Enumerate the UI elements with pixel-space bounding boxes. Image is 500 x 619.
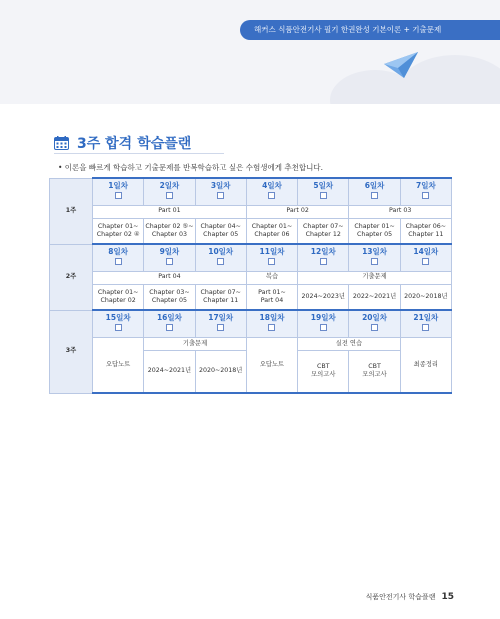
part-row — [50, 337, 452, 350]
part-cell: Part 01 — [93, 205, 247, 218]
footer-label: 식품안전기사 학습플랜 — [365, 593, 436, 601]
day-label: 18일차 — [259, 313, 285, 323]
day-checkbox[interactable] — [422, 324, 429, 331]
day-label: 15일차 — [105, 313, 131, 323]
day-checkbox[interactable] — [268, 324, 275, 331]
part-row — [50, 205, 452, 218]
day-cell — [298, 244, 349, 271]
chapter-cell: Chapter 02 ⑤~ Chapter 03 — [144, 218, 195, 244]
chapter-cell: CBT 모의고사 — [349, 350, 400, 393]
day-cell — [298, 178, 349, 205]
day-label: 14일차 — [413, 247, 439, 257]
chapter-cell: Chapter 06~ Chapter 11 — [400, 218, 451, 244]
day-checkbox[interactable] — [320, 258, 327, 265]
part-cell: 복습 — [246, 271, 297, 284]
day-checkbox[interactable] — [115, 192, 122, 199]
chapter-cell: Chapter 07~ Chapter 12 — [298, 218, 349, 244]
week-label: 1주 — [50, 178, 93, 244]
day-checkbox[interactable] — [320, 324, 327, 331]
page-title — [54, 133, 191, 153]
day-checkbox[interactable] — [371, 258, 378, 265]
day-label: 17일차 — [208, 313, 234, 323]
header-banner: 해커스 식품안전기사 필기 한권완성 기본이론 + 기출문제 — [240, 20, 500, 40]
day-checkbox[interactable] — [422, 192, 429, 199]
chapter-cell: 2020~2018년 — [195, 350, 246, 393]
day-checkbox[interactable] — [217, 192, 224, 199]
day-label: 12일차 — [310, 247, 336, 257]
title-underline — [54, 153, 224, 154]
chapter-cell: 2024~2021년 — [144, 350, 195, 393]
chapter-cell: Part 01~ Part 04 — [246, 284, 297, 310]
day-cell — [93, 244, 144, 271]
part-cell: Part 03 — [349, 205, 452, 218]
day-label: 10일차 — [208, 247, 234, 257]
day-cell — [246, 178, 297, 205]
part-cell: 기출문제 — [144, 337, 247, 350]
page-footer — [366, 592, 454, 602]
title-accent: 3주 합격 — [77, 136, 133, 152]
page-number: 15 — [441, 592, 454, 602]
day-cell — [144, 178, 195, 205]
day-row — [50, 310, 452, 337]
day-label: 11일차 — [259, 247, 285, 257]
paper-plane-icon — [384, 52, 418, 78]
day-checkbox[interactable] — [115, 324, 122, 331]
chapter-row — [50, 284, 452, 310]
part-row — [50, 271, 452, 284]
chapter-cell: 2020~2018년 — [400, 284, 451, 310]
day-label: 4일차 — [262, 181, 282, 191]
chapter-cell: 2024~2023년 — [298, 284, 349, 310]
week-label: 2주 — [50, 244, 93, 310]
day-label: 6일차 — [364, 181, 385, 191]
day-checkbox[interactable] — [166, 258, 173, 265]
title-rest: 학습플랜 — [137, 136, 192, 152]
day-cell — [246, 244, 297, 271]
day-cell — [144, 244, 195, 271]
day-checkbox[interactable] — [371, 324, 378, 331]
day-row — [50, 178, 452, 205]
day-checkbox[interactable] — [371, 192, 378, 199]
part-cell: 실전 연습 — [298, 337, 401, 350]
day-label: 7일차 — [415, 181, 436, 191]
day-label: 2일차 — [159, 181, 180, 191]
day-cell — [349, 178, 400, 205]
day-label: 16일차 — [156, 313, 182, 323]
day-cell — [195, 178, 246, 205]
day-cell — [246, 310, 297, 337]
chapter-cell: Chapter 04~ Chapter 05 — [195, 218, 246, 244]
day-label: 19일차 — [310, 313, 336, 323]
day-cell — [144, 310, 195, 337]
day-checkbox[interactable] — [422, 258, 429, 265]
day-label: 1일차 — [108, 181, 128, 191]
day-checkbox[interactable] — [268, 192, 275, 199]
chapter-cell: Chapter 01~ Chapter 02 — [93, 284, 144, 310]
day-checkbox[interactable] — [268, 258, 275, 265]
day-label: 3일차 — [210, 181, 231, 191]
day-checkbox[interactable] — [217, 258, 224, 265]
hero-banner — [0, 0, 500, 104]
day-cell — [349, 244, 400, 271]
chapter-cell: CBT 모의고사 — [298, 350, 349, 393]
review-cell: 오답노트 — [246, 337, 297, 393]
day-cell — [93, 310, 144, 337]
part-cell: Part 04 — [93, 271, 247, 284]
day-cell — [400, 178, 451, 205]
week-label: 3주 — [50, 310, 93, 393]
day-cell — [349, 310, 400, 337]
day-checkbox[interactable] — [217, 324, 224, 331]
chapter-cell: Chapter 01~ Chapter 06 — [246, 218, 297, 244]
part-cell: Part 02 — [246, 205, 349, 218]
day-cell — [195, 244, 246, 271]
review-cell: 오답노트 — [93, 337, 144, 393]
calendar-icon — [54, 136, 69, 150]
day-label: 21일차 — [413, 313, 439, 323]
day-cell — [400, 310, 451, 337]
day-row — [50, 244, 452, 271]
study-plan-table — [49, 177, 452, 394]
day-checkbox[interactable] — [115, 258, 122, 265]
day-cell — [195, 310, 246, 337]
day-checkbox[interactable] — [166, 324, 173, 331]
chapter-row — [50, 218, 452, 244]
day-label: 13일차 — [362, 247, 388, 257]
day-label: 5일차 — [313, 181, 334, 191]
chapter-cell: Chapter 01~ Chapter 05 — [349, 218, 400, 244]
final-review-cell: 최종정리 — [400, 337, 451, 393]
day-checkbox[interactable] — [320, 192, 327, 199]
chapter-cell: Chapter 01~ Chapter 02 ④ — [93, 218, 144, 244]
day-cell — [298, 310, 349, 337]
day-cell — [93, 178, 144, 205]
chapter-cell: Chapter 03~ Chapter 05 — [144, 284, 195, 310]
chapter-cell: 2022~2021년 — [349, 284, 400, 310]
plan-description: • 이론을 빠르게 학습하고 기출문제를 반복학습하고 싶은 수험생에게 추천합니다. — [58, 163, 323, 172]
day-label: 8일차 — [108, 247, 128, 257]
part-cell: 기출문제 — [298, 271, 452, 284]
day-label: 20일차 — [362, 313, 388, 323]
chapter-cell: Chapter 07~ Chapter 11 — [195, 284, 246, 310]
day-label: 9일차 — [159, 247, 180, 257]
day-cell — [400, 244, 451, 271]
day-checkbox[interactable] — [166, 192, 173, 199]
